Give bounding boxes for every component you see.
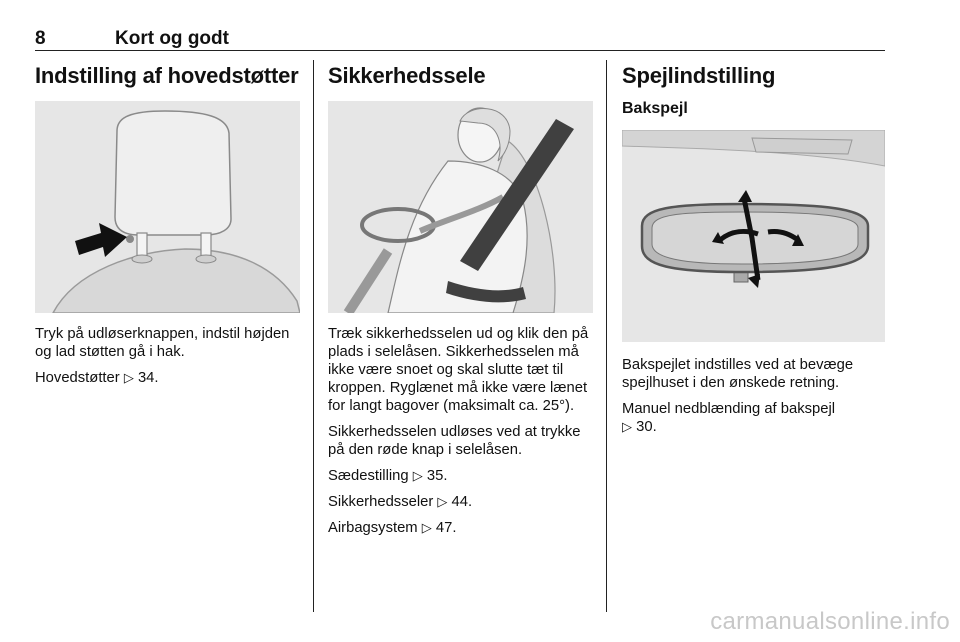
instruction-text: Træk sikkerhedsselen ud og klik den på plads i selelåsen. Sikkerhedsselen må ikke være snoet og skal slutte tæt til kroppen. Ryglænet må ikke være lænet for langt bagover (maksimalt ca. 25°). [328, 326, 589, 414]
cross-reference [622, 400, 887, 436]
cross-reference [328, 519, 593, 537]
section-heading: Spejlindstilling [622, 63, 776, 88]
column-headrest [35, 60, 300, 395]
ref-label: Airbagsystem [328, 520, 418, 536]
instruction-text: Sikkerhedsselen udløses ved at trykke på den røde knap i selelåsen. [328, 424, 581, 458]
ref-page: 30. [636, 419, 657, 435]
ref-page: 44. [451, 494, 473, 510]
column-divider [606, 60, 607, 612]
instruction-text: Bakspejlet indstilles ved at bevæge spejlhuset i den ønskede retning. [622, 357, 854, 391]
headrest-illustration [35, 101, 300, 313]
section-heading: Indstilling af hovedstøtter [35, 63, 299, 88]
mirror-illustration [622, 130, 885, 342]
watermark: carmanualsonline.info [710, 608, 950, 635]
ref-label: Manuel nedblænding af bakspejl [622, 401, 836, 417]
page-ref-icon: ▷ [421, 520, 432, 535]
page-ref-icon: ▷ [622, 419, 632, 434]
ref-label: Hovedstøtter [35, 370, 120, 386]
page-header [35, 26, 885, 51]
page-ref-icon: ▷ [412, 468, 423, 483]
running-title: Kort og godt [115, 28, 229, 49]
column-mirror [622, 60, 887, 444]
page-number: 8 [35, 28, 46, 49]
column-seatbelt [328, 60, 593, 545]
ref-page: 35. [426, 468, 448, 484]
page-ref-icon: ▷ [437, 494, 448, 509]
ref-label: Sædestilling [328, 468, 409, 484]
instruction-text: Tryk på udløserknappen, indstil højden og lad støtten gå i hak. [35, 326, 290, 360]
seatbelt-illustration [328, 101, 593, 313]
ref-label: Sikkerhedsseler [328, 494, 434, 510]
cross-reference [35, 369, 300, 387]
ref-page: 47. [435, 520, 457, 536]
ref-page: 34. [137, 370, 159, 386]
column-divider [313, 60, 314, 612]
subsection-heading: Bakspejl [622, 100, 688, 117]
cross-reference [328, 493, 593, 511]
section-heading: Sikkerhedssele [328, 63, 486, 88]
cross-reference [328, 467, 593, 485]
page-ref-icon: ▷ [123, 370, 134, 385]
